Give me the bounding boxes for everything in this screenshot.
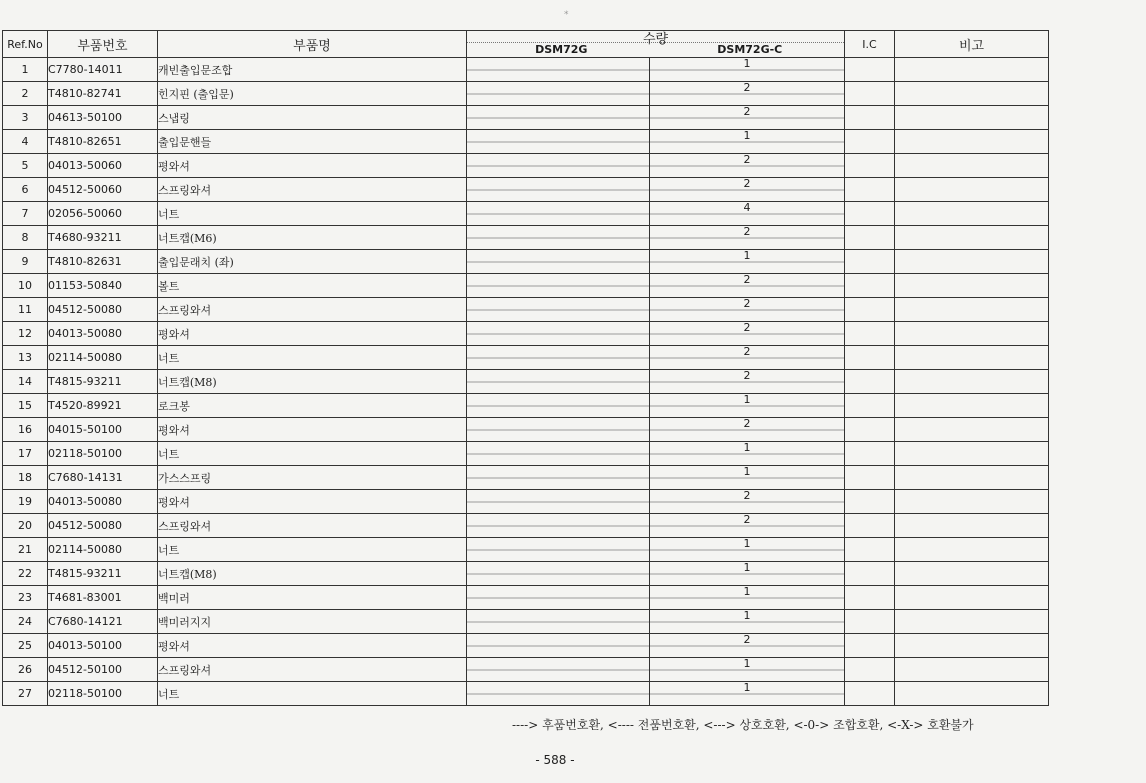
- table-row: [3, 58, 1049, 82]
- qty-dsm72g-cell: [467, 226, 650, 250]
- qty-dsm72g-cell: [467, 106, 650, 130]
- remarks-cell: [895, 514, 1049, 538]
- part-name-cell: 너트: [158, 346, 467, 370]
- qty-dsm72g-c-cell: 1: [650, 442, 845, 466]
- qty-dsm72g-cell: [467, 82, 650, 106]
- qty-dsm72g-cell: [467, 634, 650, 658]
- part-number-cell: T4810-82651: [48, 130, 158, 154]
- remarks-cell: [895, 154, 1049, 178]
- qty-dsm72g-cell: [467, 490, 650, 514]
- qty-dsm72g-c-cell: 2: [650, 418, 845, 442]
- qty-dsm72g-c-cell: 2: [650, 490, 845, 514]
- remarks-cell: [895, 106, 1049, 130]
- qty-dsm72g-c-cell: 1: [650, 682, 845, 706]
- remarks-cell: [895, 490, 1049, 514]
- part-number-cell: 04015-50100: [48, 418, 158, 442]
- table-row: [3, 562, 1049, 586]
- qty-dsm72g-c-cell: 2: [650, 634, 845, 658]
- qty-dsm72g-c-cell: 1: [650, 658, 845, 682]
- ref-number-cell: 1: [3, 58, 48, 82]
- ref-number-cell: 23: [3, 586, 48, 610]
- ic-cell: [845, 634, 895, 658]
- remarks-cell: [895, 202, 1049, 226]
- ic-cell: [845, 346, 895, 370]
- qty-dsm72g-c-cell: 2: [650, 178, 845, 202]
- qty-dsm72g-c-cell: 2: [650, 298, 845, 322]
- qty-dsm72g-c-cell: 1: [650, 250, 845, 274]
- part-name-cell: 너트: [158, 202, 467, 226]
- table-row: [3, 418, 1049, 442]
- part-number-cell: 04512-50100: [48, 658, 158, 682]
- part-number-cell: 04512-50080: [48, 298, 158, 322]
- qty-dsm72g-cell: [467, 466, 650, 490]
- qty-dsm72g-c-cell: 2: [650, 274, 845, 298]
- qty-dsm72g-c-cell: 1: [650, 586, 845, 610]
- ic-cell: [845, 58, 895, 82]
- qty-dsm72g-c-cell: 2: [650, 154, 845, 178]
- header-model-dsm72g-c: DSM72G-C: [717, 43, 783, 56]
- qty-dsm72g-c-cell: 1: [650, 130, 845, 154]
- interchangeability-legend: ----> 후품번호환, <---- 전품번호환, <---> 상호호환, <-0-> 조합호환, <-X-> 호환불가: [512, 718, 974, 732]
- part-number-cell: 04013-50060: [48, 154, 158, 178]
- ref-number-cell: 10: [3, 274, 48, 298]
- part-number-cell: 04013-50100: [48, 634, 158, 658]
- remarks-cell: [895, 250, 1049, 274]
- header-model-dsm72g: DSM72G: [535, 43, 588, 56]
- part-number-cell: 01153-50840: [48, 274, 158, 298]
- ref-number-cell: 7: [3, 202, 48, 226]
- qty-dsm72g-cell: [467, 322, 650, 346]
- part-number-cell: 02056-50060: [48, 202, 158, 226]
- parts-table: [2, 30, 1049, 706]
- qty-dsm72g-c-cell: 1: [650, 466, 845, 490]
- ref-number-cell: 24: [3, 610, 48, 634]
- part-name-cell: 힌지핀 (출입문): [158, 82, 467, 106]
- part-number-cell: T4810-82741: [48, 82, 158, 106]
- table-row: [3, 250, 1049, 274]
- part-name-cell: 가스스프링: [158, 466, 467, 490]
- table-row: [3, 106, 1049, 130]
- qty-dsm72g-c-cell: 1: [650, 562, 845, 586]
- ic-cell: [845, 82, 895, 106]
- part-number-cell: T4815-93211: [48, 562, 158, 586]
- qty-dsm72g-cell: [467, 154, 650, 178]
- remarks-cell: [895, 178, 1049, 202]
- table-row: [3, 130, 1049, 154]
- ref-number-cell: 12: [3, 322, 48, 346]
- qty-dsm72g-cell: [467, 202, 650, 226]
- table-row: [3, 682, 1049, 706]
- ref-number-cell: 20: [3, 514, 48, 538]
- ref-number-cell: 25: [3, 634, 48, 658]
- remarks-cell: [895, 634, 1049, 658]
- part-number-cell: 02114-50080: [48, 538, 158, 562]
- ic-cell: [845, 418, 895, 442]
- qty-dsm72g-c-cell: 2: [650, 322, 845, 346]
- table-row: [3, 82, 1049, 106]
- table-row: [3, 538, 1049, 562]
- qty-dsm72g-c-cell: 1: [650, 610, 845, 634]
- table-row: [3, 370, 1049, 394]
- part-name-cell: 볼트: [158, 274, 467, 298]
- qty-dsm72g-cell: [467, 586, 650, 610]
- part-name-cell: 캐빈출입문조합: [158, 58, 467, 82]
- remarks-cell: [895, 586, 1049, 610]
- table-row: [3, 658, 1049, 682]
- table-row: [3, 298, 1049, 322]
- qty-dsm72g-cell: [467, 58, 650, 82]
- qty-dsm72g-cell: [467, 418, 650, 442]
- ic-cell: [845, 298, 895, 322]
- part-name-cell: 스프링와셔: [158, 298, 467, 322]
- part-name-cell: 스냅링: [158, 106, 467, 130]
- ic-cell: [845, 178, 895, 202]
- remarks-cell: [895, 82, 1049, 106]
- qty-dsm72g-cell: [467, 130, 650, 154]
- ref-number-cell: 17: [3, 442, 48, 466]
- qty-dsm72g-cell: [467, 658, 650, 682]
- table-row: [3, 394, 1049, 418]
- part-name-cell: 너트: [158, 682, 467, 706]
- part-name-cell: 평와셔: [158, 634, 467, 658]
- qty-dsm72g-cell: [467, 250, 650, 274]
- remarks-cell: [895, 658, 1049, 682]
- qty-dsm72g-cell: [467, 394, 650, 418]
- part-number-cell: 04013-50080: [48, 490, 158, 514]
- ic-cell: [845, 154, 895, 178]
- ic-cell: [845, 538, 895, 562]
- ref-number-cell: 16: [3, 418, 48, 442]
- remarks-cell: [895, 418, 1049, 442]
- remarks-cell: [895, 130, 1049, 154]
- ic-cell: [845, 202, 895, 226]
- ref-number-cell: 5: [3, 154, 48, 178]
- ref-number-cell: 2: [3, 82, 48, 106]
- ic-cell: [845, 514, 895, 538]
- part-name-cell: 출입문핸들: [158, 130, 467, 154]
- part-number-cell: C7680-14131: [48, 466, 158, 490]
- remarks-cell: [895, 346, 1049, 370]
- qty-dsm72g-c-cell: 2: [650, 346, 845, 370]
- table-row: [3, 490, 1049, 514]
- table-row: [3, 586, 1049, 610]
- part-name-cell: 스프링와셔: [158, 658, 467, 682]
- ref-number-cell: 4: [3, 130, 48, 154]
- ref-number-cell: 6: [3, 178, 48, 202]
- part-name-cell: 스프링와셔: [158, 514, 467, 538]
- part-number-cell: 04013-50080: [48, 322, 158, 346]
- part-name-cell: 백미러지지: [158, 610, 467, 634]
- part-number-cell: 04512-50060: [48, 178, 158, 202]
- table-row: [3, 466, 1049, 490]
- table-header-row: [3, 31, 1049, 58]
- ic-cell: [845, 322, 895, 346]
- qty-dsm72g-cell: [467, 538, 650, 562]
- ic-cell: [845, 442, 895, 466]
- table-row: [3, 226, 1049, 250]
- part-number-cell: T4520-89921: [48, 394, 158, 418]
- part-name-cell: 너트캡(M8): [158, 562, 467, 586]
- qty-dsm72g-cell: [467, 514, 650, 538]
- part-number-cell: 02118-50100: [48, 682, 158, 706]
- part-number-cell: 04613-50100: [48, 106, 158, 130]
- part-name-cell: 평와셔: [158, 322, 467, 346]
- part-number-cell: 02118-50100: [48, 442, 158, 466]
- ref-number-cell: 13: [3, 346, 48, 370]
- part-name-cell: 너트캡(M6): [158, 226, 467, 250]
- qty-dsm72g-cell: [467, 370, 650, 394]
- part-number-cell: T4810-82631: [48, 250, 158, 274]
- header-part-number: 부품번호: [48, 31, 158, 58]
- header-quantity: [467, 31, 845, 58]
- ref-number-cell: 11: [3, 298, 48, 322]
- table-row: [3, 322, 1049, 346]
- header-part-name: 부품명: [158, 31, 467, 58]
- ref-number-cell: 21: [3, 538, 48, 562]
- scan-mark: *: [564, 10, 569, 20]
- part-name-cell: 너트: [158, 538, 467, 562]
- qty-dsm72g-cell: [467, 178, 650, 202]
- table-row: [3, 610, 1049, 634]
- parts-table-body: [3, 58, 1049, 706]
- qty-dsm72g-cell: [467, 610, 650, 634]
- header-quantity-label: 수량: [642, 32, 669, 47]
- ref-number-cell: 3: [3, 106, 48, 130]
- qty-dsm72g-c-cell: 2: [650, 82, 845, 106]
- remarks-cell: [895, 682, 1049, 706]
- qty-dsm72g-c-cell: 1: [650, 58, 845, 82]
- qty-dsm72g-c-cell: 1: [650, 394, 845, 418]
- ic-cell: [845, 466, 895, 490]
- qty-dsm72g-c-cell: 4: [650, 202, 845, 226]
- table-row: [3, 442, 1049, 466]
- part-number-cell: T4680-93211: [48, 226, 158, 250]
- ref-number-cell: 27: [3, 682, 48, 706]
- qty-dsm72g-cell: [467, 346, 650, 370]
- header-remarks: 비고: [895, 31, 1049, 58]
- remarks-cell: [895, 226, 1049, 250]
- ref-number-cell: 22: [3, 562, 48, 586]
- part-number-cell: C7780-14011: [48, 58, 158, 82]
- table-row: [3, 634, 1049, 658]
- qty-dsm72g-cell: [467, 274, 650, 298]
- table-row: [3, 274, 1049, 298]
- part-name-cell: 스프링와셔: [158, 178, 467, 202]
- ic-cell: [845, 490, 895, 514]
- part-name-cell: 로크봉: [158, 394, 467, 418]
- remarks-cell: [895, 370, 1049, 394]
- qty-dsm72g-c-cell: 2: [650, 226, 845, 250]
- ref-number-cell: 18: [3, 466, 48, 490]
- table-row: [3, 202, 1049, 226]
- remarks-cell: [895, 562, 1049, 586]
- ref-number-cell: 9: [3, 250, 48, 274]
- part-name-cell: 평와셔: [158, 154, 467, 178]
- part-name-cell: 평와셔: [158, 490, 467, 514]
- remarks-cell: [895, 442, 1049, 466]
- qty-dsm72g-cell: [467, 682, 650, 706]
- part-name-cell: 너트캡(M8): [158, 370, 467, 394]
- ref-number-cell: 8: [3, 226, 48, 250]
- part-name-cell: 백미러: [158, 586, 467, 610]
- ic-cell: [845, 106, 895, 130]
- remarks-cell: [895, 394, 1049, 418]
- ic-cell: [845, 226, 895, 250]
- page-number: - 588 -: [535, 753, 575, 767]
- part-number-cell: T4681-83001: [48, 586, 158, 610]
- part-name-cell: 출입문래치 (좌): [158, 250, 467, 274]
- table-row: [3, 178, 1049, 202]
- remarks-cell: [895, 274, 1049, 298]
- ref-number-cell: 26: [3, 658, 48, 682]
- part-number-cell: T4815-93211: [48, 370, 158, 394]
- qty-dsm72g-c-cell: 2: [650, 106, 845, 130]
- ic-cell: [845, 610, 895, 634]
- remarks-cell: [895, 322, 1049, 346]
- ic-cell: [845, 250, 895, 274]
- ref-number-cell: 19: [3, 490, 48, 514]
- remarks-cell: [895, 538, 1049, 562]
- table-row: [3, 346, 1049, 370]
- ic-cell: [845, 394, 895, 418]
- ic-cell: [845, 658, 895, 682]
- part-number-cell: C7680-14121: [48, 610, 158, 634]
- ic-cell: [845, 586, 895, 610]
- qty-dsm72g-c-cell: 1: [650, 538, 845, 562]
- remarks-cell: [895, 466, 1049, 490]
- remarks-cell: [895, 298, 1049, 322]
- qty-dsm72g-cell: [467, 298, 650, 322]
- part-number-cell: 04512-50080: [48, 514, 158, 538]
- ic-cell: [845, 370, 895, 394]
- qty-dsm72g-cell: [467, 442, 650, 466]
- part-name-cell: 너트: [158, 442, 467, 466]
- ic-cell: [845, 682, 895, 706]
- header-ic: I.C: [845, 31, 895, 58]
- remarks-cell: [895, 58, 1049, 82]
- qty-dsm72g-cell: [467, 562, 650, 586]
- qty-dsm72g-c-cell: 2: [650, 514, 845, 538]
- ic-cell: [845, 274, 895, 298]
- table-row: [3, 514, 1049, 538]
- qty-dsm72g-c-cell: 2: [650, 370, 845, 394]
- remarks-cell: [895, 610, 1049, 634]
- ref-number-cell: 14: [3, 370, 48, 394]
- ref-number-cell: 15: [3, 394, 48, 418]
- ic-cell: [845, 562, 895, 586]
- table-row: [3, 154, 1049, 178]
- part-number-cell: 02114-50080: [48, 346, 158, 370]
- ic-cell: [845, 130, 895, 154]
- header-ref-no: Ref.No: [3, 31, 48, 58]
- part-name-cell: 평와셔: [158, 418, 467, 442]
